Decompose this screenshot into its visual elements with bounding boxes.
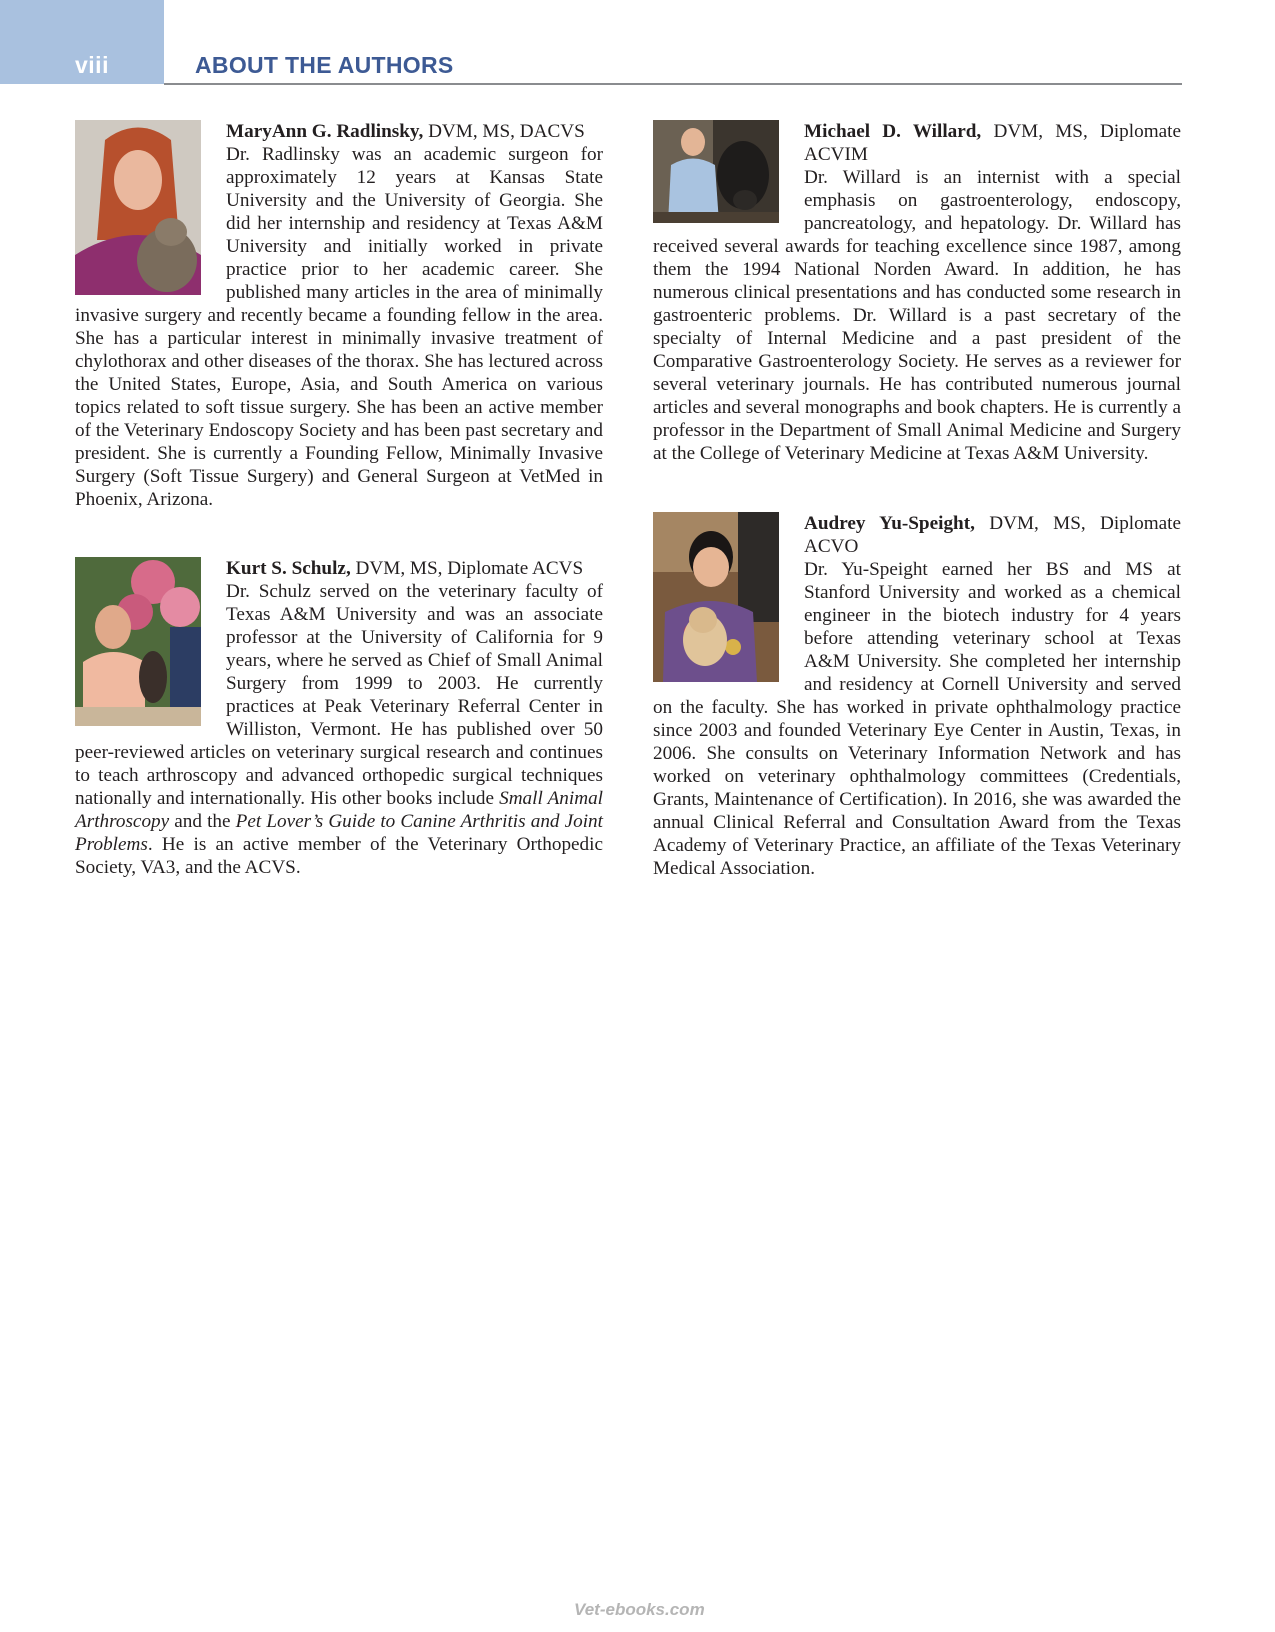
author-bio-radlinsky (75, 120, 603, 511)
author-credentials: DVM, MS, Diplomate ACVO (804, 513, 1182, 557)
header-rule (164, 83, 1182, 85)
author-credentials: DVM, MS, Diplomate ACVS (350, 558, 584, 579)
author-name: Michael D. Willard, (804, 121, 982, 142)
author-bio-text: Dr. Yu-Speight earned her BS and MS at Stanford University and worked as a chemical engineer in the biotech industry for 4 years before attending veterinary school at Texas A&M University. She completed her internship and residency at Cornell University and served on the faculty. She has worked in private ophthalmology practice since 2003 and founded Veterinary Eye Center in Austin, Texas, in 2006. She consults on Veterinary Information Network and has worked on veterinary ophthalmology committees (Credentials, Grants, Maintenance of Certification). In 2016, she was awarded the annual Clinical Referral and Consultation Award from the Texas Academy of Veterinary Practice, an affiliate of the Texas Veterinary Medical Association. (653, 559, 1181, 879)
author-photo-willard (653, 120, 779, 223)
author-photo-yu-speight (653, 512, 779, 682)
book-title: Pet Lover’s Guide to Canine Arthritis and Joint Problems (75, 811, 603, 855)
author-credentials: DVM, MS, DACVS (423, 121, 585, 142)
author-name: MaryAnn G. Radlinsky, (226, 121, 424, 142)
author-bio-schulz (75, 557, 603, 879)
author-name: Kurt S. Schulz, (226, 558, 351, 579)
author-bio-willard (653, 120, 1181, 465)
author-name: Audrey Yu-Speight, (804, 513, 975, 534)
page-number: viii (75, 52, 109, 78)
author-photo-radlinsky (75, 120, 201, 295)
book-title: Small Animal Arthroscopy (75, 788, 603, 832)
author-bio-text: Dr. Schulz served on the veterinary faculty of Texas A&M University and was an associate professor at the University of California for 9 years, where he served as Chief of Small Animal Surgery from 1999 to 2003. He currently practices at Peak Veterinary Referral Center in Williston, Vermont. He has published over 50 peer-reviewed articles on veterinary surgical research and continues to teach arthroscopy and advanced orthopedic surgical techniques nationally and internationally. His other books include Small Animal Arthroscopy and the Pet Lover’s Guide to Canine Arthritis and Joint Problems. He is an active member of the Veterinary Orthopedic Society, VA3, and the ACVS. (75, 581, 603, 878)
author-photo-schulz (75, 557, 201, 726)
watermark: Vet-ebooks.com (574, 1600, 705, 1619)
author-bio-text: Dr. Willard is an internist with a special emphasis on gastroenterology, endoscopy, pancreatology, and hepatology. Dr. Willard has received several awards for teaching excellence since 1987, among them the 1994 National Norden Award. In addition, he has numerous clinical presentations and has conducted some research in gastroenteric problems. Dr. Willard is a past secretary of the specialty of Internal Medicine and a past president of the Comparative Gastroenterology Society. He serves as a reviewer for several veterinary journals. He has contributed numerous journal articles and several monographs and book chapters. He is currently a professor in the Department of Small Animal Medicine and Surgery at the College of Veterinary Medicine at Texas A&M University. (653, 167, 1182, 464)
author-credentials: DVM, MS, Diplomate ACVIM (804, 121, 1181, 165)
section-title: ABOUT THE AUTHORS (195, 52, 454, 78)
author-bio-yu-speight (653, 512, 1181, 880)
author-bio-text: Dr. Radlinsky was an academic surgeon for approximately 12 years at Kansas State University and the University of Georgia. She did her internship and residency at Texas A&M University and initially worked in private practice prior to her academic career. She published many articles in the area of minimally invasive surgery and recently became a founding fellow in the area. She has a particular interest in minimally invasive treatment of chylothorax and other diseases of the thorax. She has lectured across the United States, Europe, Asia, and South America on various topics related to soft tissue surgery. She has been an active member of the Veterinary Endoscopy Society and has been past secretary and president. She is currently a Founding Fellow, Minimally Invasive Surgery (Soft Tissue Surgery) and General Surgeon at VetMed in Phoenix, Arizona. (75, 144, 603, 510)
